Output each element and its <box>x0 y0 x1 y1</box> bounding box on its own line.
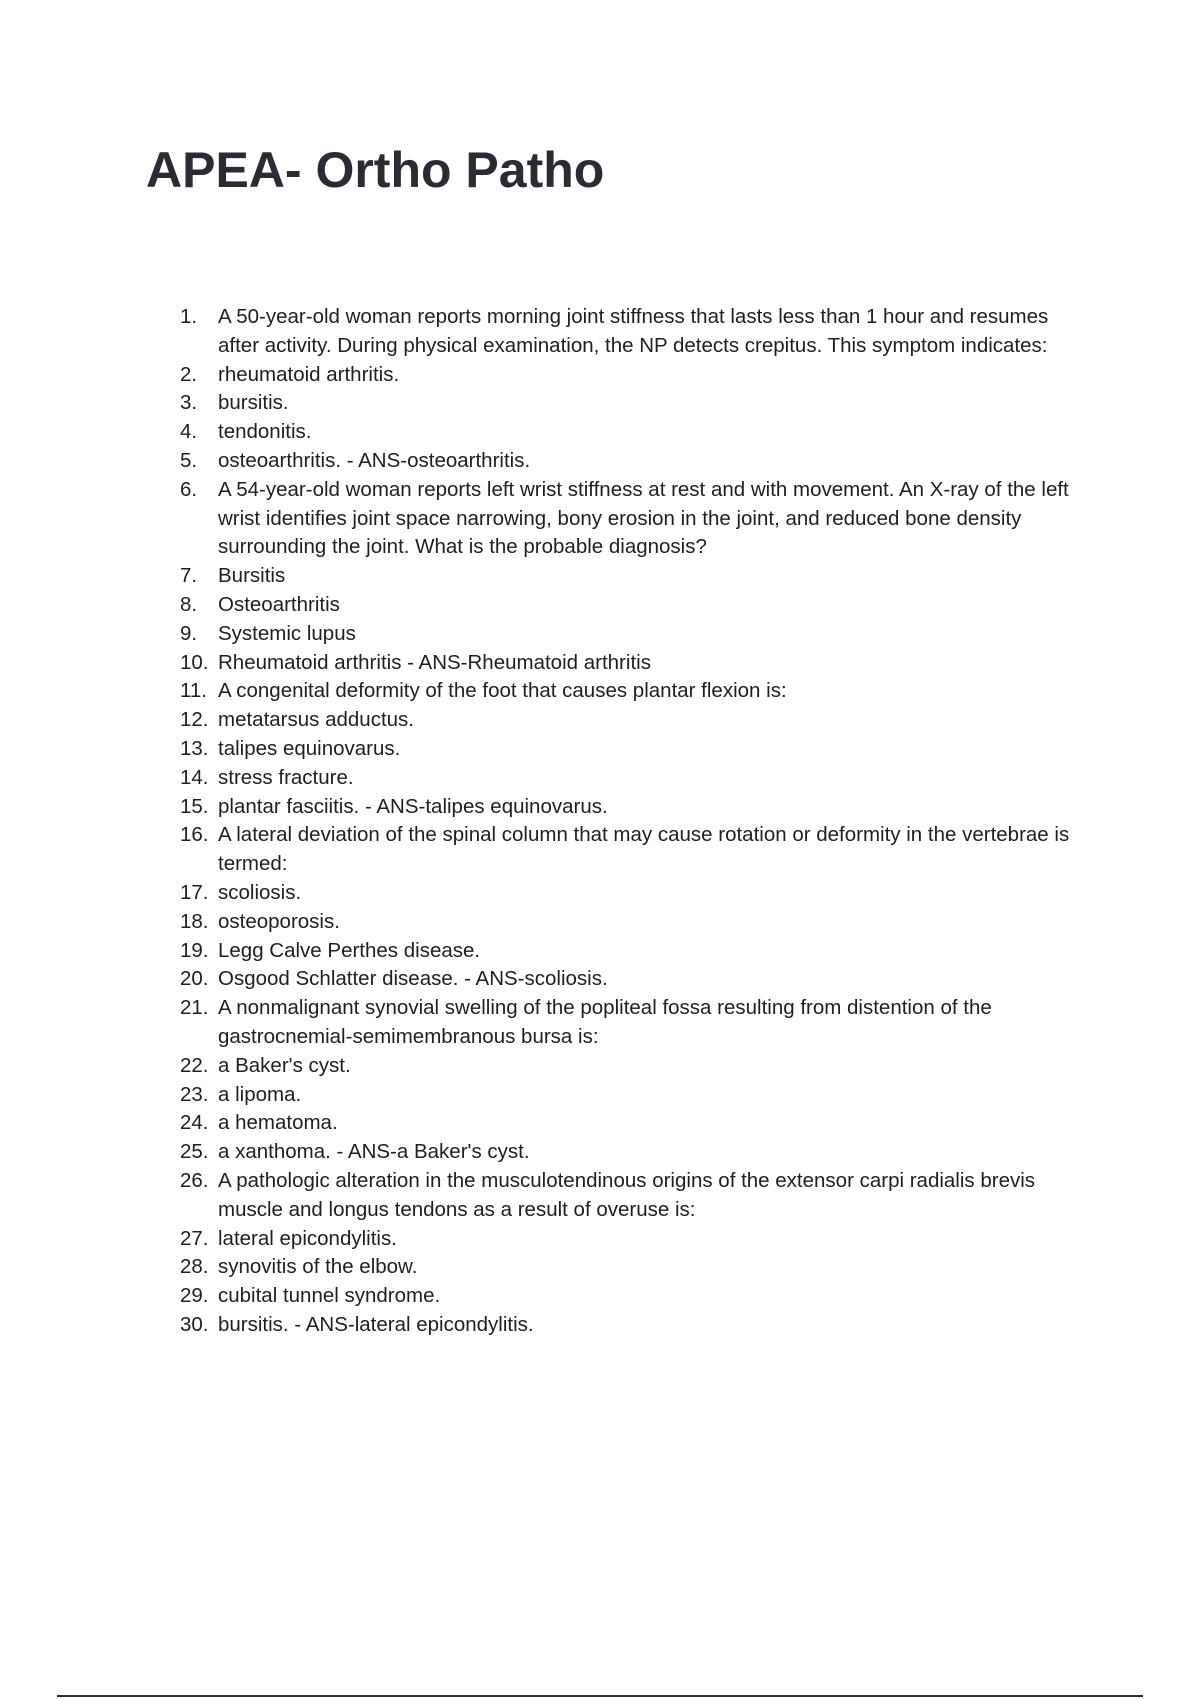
list-item <box>180 706 1085 735</box>
list-item <box>180 591 1085 620</box>
list-item <box>180 879 1085 908</box>
item-text: a lipoma. <box>218 1082 302 1106</box>
item-number: 18. <box>180 909 209 933</box>
item-text: rheumatoid arthritis. <box>218 362 400 386</box>
item-text: lateral epicondylitis. <box>218 1226 397 1250</box>
list-item <box>180 1225 1085 1254</box>
item-number: 4. <box>180 420 198 444</box>
item-number: 2. <box>180 362 198 386</box>
item-number: 3. <box>180 391 198 415</box>
item-text: Osteoarthritis <box>218 592 340 616</box>
item-number: 23. <box>180 1082 209 1106</box>
item-number: 1. <box>180 305 198 328</box>
item-text: A 54-year-old woman reports left wrist stiffness at rest and with movement. An X-ray of the left wrist identifies joint space narrowing, bony erosion in the joint, and reduced bone density surrounding the joint. What is the probable diagnosis? <box>218 477 1069 559</box>
item-text: metatarsus adductus. <box>218 708 414 732</box>
item-text: A congenital deformity of the foot that causes plantar flexion is: <box>218 679 787 703</box>
item-text: A pathologic alteration in the musculotendinous origins of the extensor carpi radialis brevis muscle and longus tendons as a result of overuse is: <box>218 1168 1036 1221</box>
item-number: 26. <box>180 1168 209 1192</box>
item-number: 28. <box>180 1255 209 1279</box>
item-text: cubital tunnel syndrome. <box>218 1284 441 1308</box>
item-number: 9. <box>180 621 198 645</box>
item-number: 30. <box>180 1312 209 1336</box>
list-item <box>180 418 1085 447</box>
list-item <box>180 649 1085 678</box>
item-text: stress fracture. <box>218 765 354 789</box>
list-item <box>180 677 1085 706</box>
item-text: Systemic lupus <box>218 621 356 645</box>
item-text: a hematoma. <box>218 1111 338 1135</box>
item-number: 20. <box>180 967 209 991</box>
item-number: 15. <box>180 794 209 818</box>
item-number: 14. <box>180 765 209 789</box>
footer-divider <box>57 1695 1143 1697</box>
list-item <box>180 735 1085 764</box>
item-text: talipes equinovarus. <box>218 736 401 760</box>
item-number: 17. <box>180 880 209 904</box>
list-item <box>180 476 1085 562</box>
list-item <box>180 447 1085 476</box>
page-title: APEA- Ortho Patho <box>146 142 605 198</box>
item-text: Osgood Schlatter disease. - ANS-scoliosis. <box>218 967 608 991</box>
item-number: 25. <box>180 1140 209 1164</box>
item-text: Rheumatoid arthritis - ANS-Rheumatoid arthritis <box>218 650 651 674</box>
list-item <box>180 1167 1085 1225</box>
list-item <box>180 1311 1085 1340</box>
item-text: A nonmalignant synovial swelling of the popliteal fossa resulting from distention of the gastrocnemial-semimembranous bursa is: <box>218 996 992 1048</box>
list-item <box>180 1081 1085 1110</box>
item-text: a Baker's cyst. <box>218 1053 351 1077</box>
item-number: 5. <box>180 448 198 472</box>
list-item <box>180 620 1085 649</box>
item-text: a xanthoma. - ANS-a Baker's cyst. <box>218 1140 530 1164</box>
item-number: 24. <box>180 1111 209 1135</box>
item-text: tendonitis. <box>218 420 312 444</box>
list-item <box>180 1109 1085 1138</box>
item-number: 13. <box>180 736 209 760</box>
item-number: 12. <box>180 708 209 732</box>
item-text: synovitis of the elbow. <box>218 1255 418 1279</box>
list-item <box>180 303 1085 361</box>
item-text: Legg Calve Perthes disease. <box>218 938 481 962</box>
list-item <box>180 937 1085 966</box>
item-number: 22. <box>180 1053 209 1077</box>
question-list <box>180 303 1085 1340</box>
list-item <box>180 361 1085 390</box>
item-text: osteoporosis. <box>218 909 340 933</box>
item-number: 6. <box>180 477 198 501</box>
list-item <box>180 965 1085 994</box>
list-item <box>180 994 1085 1052</box>
item-text: plantar fasciitis. - ANS-talipes equinovarus. <box>218 794 608 818</box>
list-item <box>180 793 1085 822</box>
list-item <box>180 1052 1085 1081</box>
item-number: 16. <box>180 823 209 847</box>
item-text: A lateral deviation of the spinal column that may cause rotation or deformity in the vertebrae is termed: <box>218 823 1070 876</box>
list-item <box>180 1282 1085 1311</box>
list-item <box>180 821 1085 879</box>
item-text: osteoarthritis. - ANS-osteoarthritis. <box>218 448 531 472</box>
item-number: 29. <box>180 1284 209 1308</box>
item-text: bursitis. - ANS-lateral epicondylitis. <box>218 1312 534 1336</box>
item-text: Bursitis <box>218 564 286 588</box>
item-number: 21. <box>180 996 209 1020</box>
list-item <box>180 908 1085 937</box>
item-number: 27. <box>180 1226 209 1250</box>
item-number: 7. <box>180 564 198 588</box>
list-item <box>180 1253 1085 1282</box>
item-number: 19. <box>180 938 209 962</box>
item-text: A 50-year-old woman reports morning joint stiffness that lasts less than 1 hour and resumes after activity. During physical examination, the NP detects crepitus. This symptom indicates: <box>218 305 1049 357</box>
item-number: 10. <box>180 650 209 674</box>
list-item <box>180 764 1085 793</box>
item-text: bursitis. <box>218 391 289 415</box>
item-text: scoliosis. <box>218 880 302 904</box>
list-item <box>180 562 1085 591</box>
list-item <box>180 389 1085 418</box>
item-number: 11. <box>180 679 207 703</box>
item-number: 8. <box>180 592 198 616</box>
list-item <box>180 1138 1085 1167</box>
